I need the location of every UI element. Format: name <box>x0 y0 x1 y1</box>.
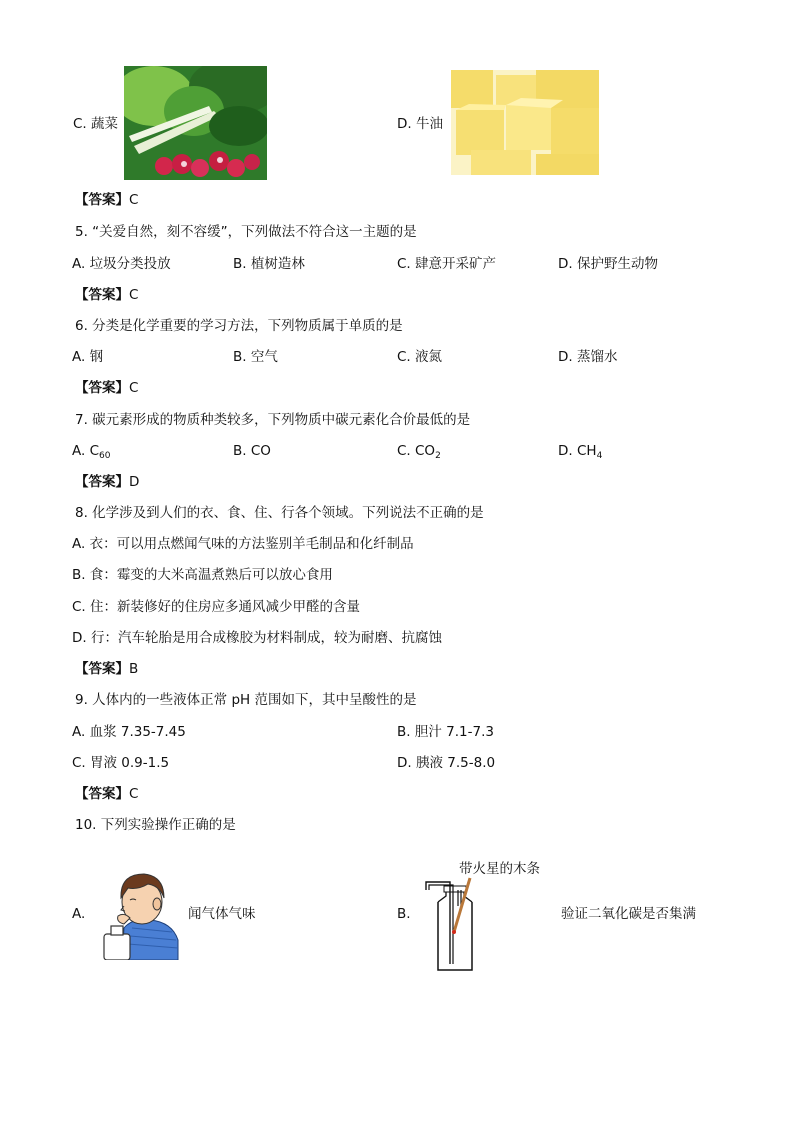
q9-answer: 【答案】C <box>75 786 139 802</box>
q8-option-a: A. 衣：可以用点燃闻气味的方法鉴别羊毛制品和化纤制品 <box>72 536 414 552</box>
q8-option-d: D. 行：汽车轮胎是用合成橡胶为材料制成，较为耐磨、抗腐蚀 <box>72 630 442 646</box>
q9-option-b: B. 胆汁 7.1-7.3 <box>397 724 494 740</box>
q5-option-b: B. 植树造林 <box>233 256 305 272</box>
q4-option-d-label: D. 牛油 <box>397 116 443 132</box>
q6-option-c: C. 液氮 <box>397 349 443 365</box>
q9-option-a: A. 血浆 7.35-7.45 <box>72 724 186 740</box>
gas-collection-bottle-illustration <box>424 876 484 972</box>
q5-stem: 5. “关爱自然，刻不容缓”，下列做法不符合这一主题的是 <box>75 224 417 240</box>
q10-option-a-label: A. <box>72 906 86 922</box>
q8-answer: 【答案】B <box>75 661 139 677</box>
q8-option-c: C. 住：新装修好的住房应多通风减少甲醛的含量 <box>72 599 361 615</box>
q10-stem: 10. 下列实验操作正确的是 <box>75 817 236 833</box>
q8-stem: 8. 化学涉及到人们的衣、食、住、行各个领域。下列说法不正确的是 <box>75 505 484 521</box>
q5-option-d: D. 保护野生动物 <box>558 256 658 272</box>
q5-option-a: A. 垃圾分类投放 <box>72 256 171 272</box>
butter-image <box>451 70 599 175</box>
q4-answer: 【答案】C <box>75 192 139 208</box>
q7-option-a: A. $C_{60}$ <box>72 443 111 461</box>
vegetables-image <box>124 66 267 180</box>
q6-option-b: B. 空气 <box>233 349 278 365</box>
smell-gas-illustration <box>102 868 180 960</box>
q7-stem: 7. 碳元素形成的物质种类较多，下列物质中碳元素化合价最低的是 <box>75 412 471 428</box>
q10-option-a-caption: 闻气体气味 <box>188 906 256 922</box>
q8-option-b: B. 食：霉变的大米高温煮熟后可以放心食用 <box>72 567 333 583</box>
q10-option-b-label: B. <box>397 906 411 922</box>
q6-answer: 【答案】C <box>75 380 139 396</box>
q10-option-b-caption: 验证二氧化碳是否集满 <box>561 906 696 922</box>
q9-stem: 9. 人体内的一些液体正常 pH 范围如下，其中呈酸性的是 <box>75 692 417 708</box>
q6-stem: 6. 分类是化学重要的学习方法，下列物质属于单质的是 <box>75 318 403 334</box>
q10-option-b-top-caption: 带火星的木条 <box>459 861 540 877</box>
q6-option-a: A. 钢 <box>72 349 104 365</box>
q7-option-b: B. CO <box>233 443 271 459</box>
q7-answer: 【答案】D <box>75 474 140 490</box>
q5-option-c: C. 肆意开采矿产 <box>397 256 497 272</box>
q5-answer: 【答案】C <box>75 287 139 303</box>
q4-option-c-label: C. 蔬菜 <box>73 116 119 132</box>
q9-option-d: D. 胰液 7.5-8.0 <box>397 755 496 771</box>
q6-option-d: D. 蒸馏水 <box>558 349 618 365</box>
q7-option-c: C. $CO_2$ <box>397 443 441 461</box>
q7-option-d: D. $CH_4$ <box>558 443 603 461</box>
q9-option-c: C. 胃液 0.9-1.5 <box>72 755 170 771</box>
